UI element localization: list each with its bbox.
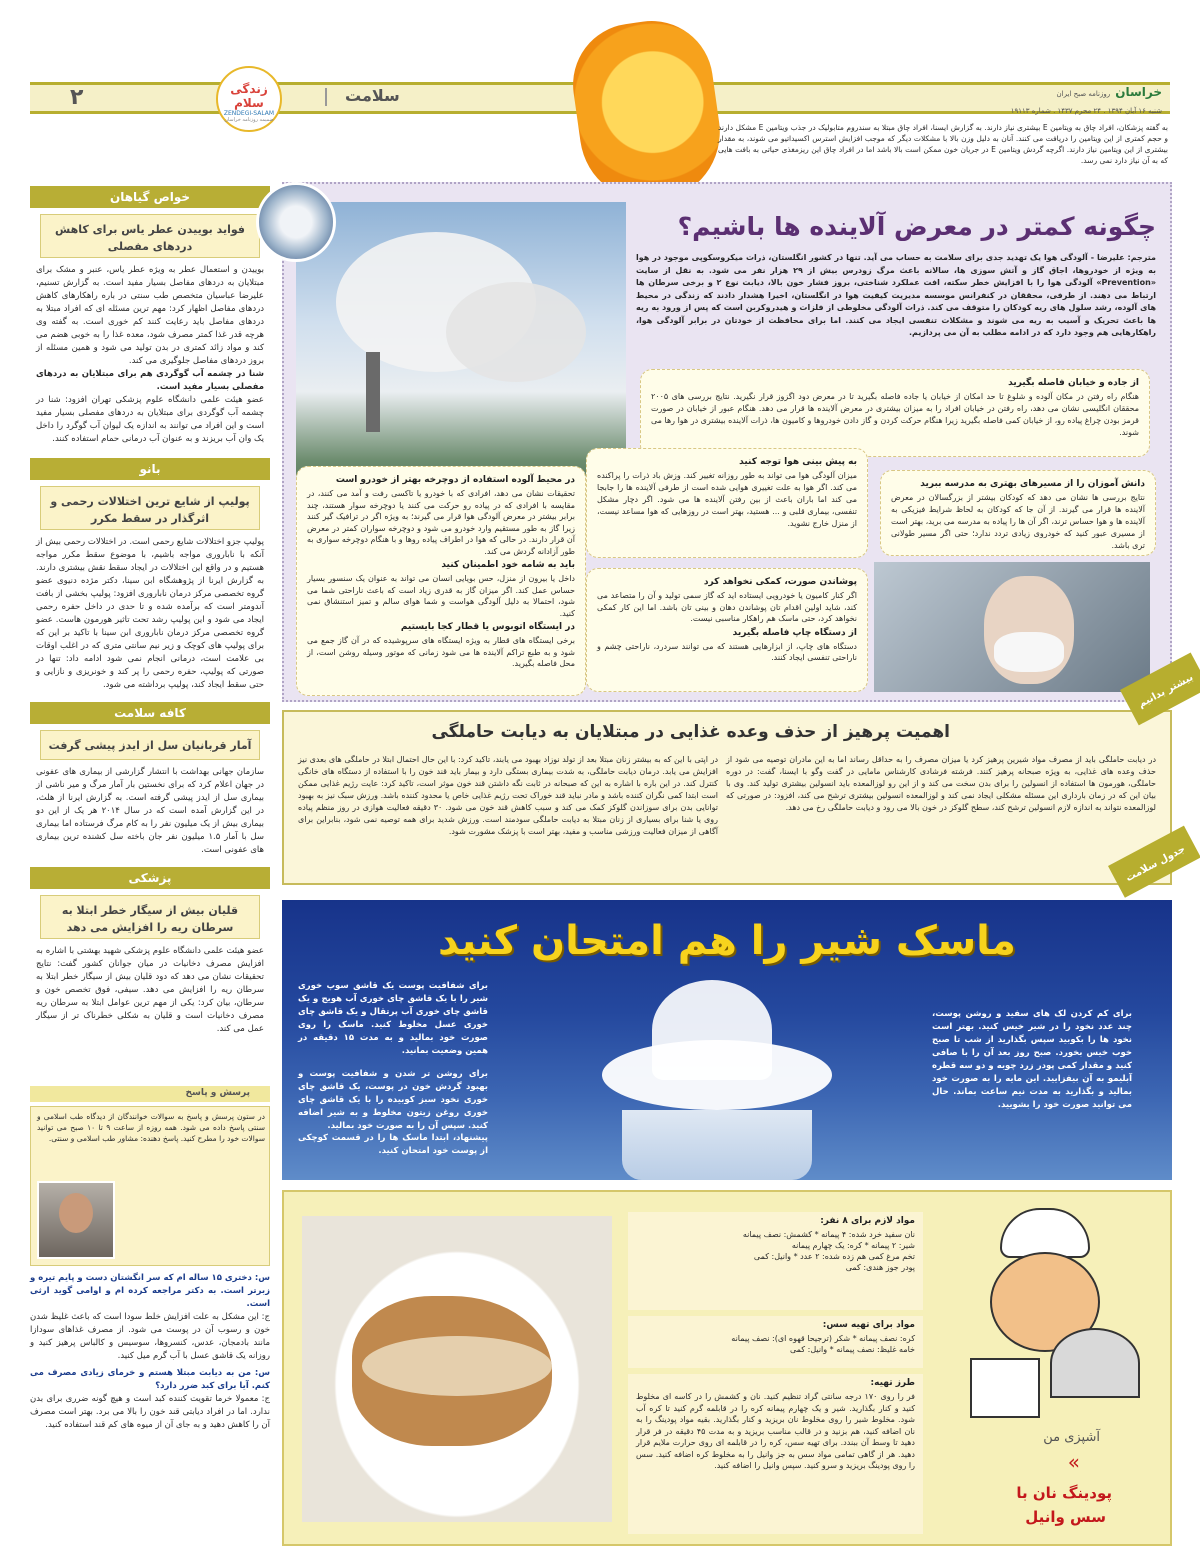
box-station-title: در ایستگاه اتوبوس یا قطار کجا بایستیم [400,622,575,632]
masthead [1011,84,1162,118]
box-printer-body: دستگاه های چاپ، از ابزارهایی هستند که می توانند سردرد، ناراحتی چشم و ناراحتی تنفسی ایجاد کنند. [597,641,857,662]
article-lead: مترجم: علیرضا - آلودگی هوا یک تهدید جدی برای سلامت به حساب می آید. تنها در کشور انگلستان، ذرات میکروسکوپی موجود در هوا به ویژه از خودروها، اجاق گاز و آتش سوزی ها، سالانه باعث مرگ زودرس بیش از ۲۹ هزار نفر می شود. به نقل از سایت «Prevention» آلودگی هوا را با افزایش خطر سکته، افت عملکرد شناختی، بروز فشار خون بالا، دیابت نوع ۲ و برخی سرطان ها ارتباط می دهند. از طرفی، محققان در کنفرانس موسسه مدیریت کیفیت هوا در انگلستان، اخیرا هشدار دادند که زندگی در محیط های آلوده، رشد سلول های ریه کودکان را متوقف می کند. ذرات آلودگی مخلوطی از فلزات و هیدروکربن است که پس از ورود به ریه ها باعث تحریک و آسیب به ریه می شوند و مشکلات تنفسی ایجاد می کنند. اما برای محافظت از خودتان در برابر آلودگی هوا، راهکارهایی هم وجود دارد که در ادامه مطلب به آن می پردازیم. [636,253,1157,337]
box-smell-title: باید به شامه خود اطمینان کنید [441,560,575,570]
box-bike-title: در محیط آلوده استفاده از دوچرخه بهتر از خودرو است [335,475,575,485]
qa-question-1: س: دختری ۱۵ ساله ام که سر انگشتان دست و پایم تیره و زبرتر است. به دکتر مراجعه کرده ام و اوامی گوید ارثی است. [30,1273,270,1309]
masthead-tagline: روزنامه صبح ایران [1056,90,1111,98]
ingredients-box [628,1212,923,1310]
box-roads [640,369,1150,457]
diabetes-tag-text: بیشتر بدانیم [1136,672,1196,711]
milk-left-2: برای روشن تر شدن و شفافیت پوست و بهبود گردش خون در پوست، یک قاشق چای خوری نخود سبز کوبیده را با یک قاشق چای خوری روغن زیتون مخلوط و به شیر اضافه کنید. سپس آن را به صورت خود بمالید. [298,1069,488,1131]
logo-latin: ZENDEGI-SALAM [223,110,275,117]
qa-answer-2: ج: معمولا خرما تقویت کننده کبد است و هیچ گونه ضرری برای بدن ندارد. اما در افراد دیابتی قند خون را بالا می برد. بهتر است مصرف آن را کاهش دهید و به جای آن از میوه های کم قند استفاده کنید. [30,1394,270,1430]
logo-text: زندگی سلام [230,82,268,110]
milk-mask-banner [282,900,1172,1180]
recipe-section [282,1190,1172,1546]
box-smell-body: داخل یا بیرون از منزل، حس بویایی انسان می تواند به عنوان یک سنسور بسیار حساس عمل کند. اگر میزان گاز به قدری زیاد است که باعث ناراحتی شما می شود، احتمالا به دلیل آلودگی هواست و شما هوای سالم و تمیز استنشاق نمی کنید. [307,574,575,618]
sauce-title: مواد برای تهیه سس: [822,1320,915,1330]
box-kids-body: نتایج بررسی ها نشان می دهد که کودکان بیشتر از بزرگسالان در معرض آلاینده ها قرار می گیرند. از آن جا که کودکان به لحاظ شرایط فیزیکی به آلاینده ها و هوا حساس ترند، اگر آن ها را پیاده به مدرسه می برید، بهتر است از مسیری عبور کنید که خودروی زیادی تردد ندارد؛ حتی اگر مسیر طولانی تری باشد. [891,493,1145,550]
sidebar-body-medical: عضو هیئت علمی دانشگاه علوم پزشکی شهید بهشتی با اشاره به افزایش مصرف دخانیات در میان جوانان کشور گفت: نتایج تحقیقات نشان می دهد که دود قلیان بیش از سیگار خطر ابتلا به سرطان ریه را افزایش می دهد. سیفی، فوق تخصص خون و سرطان، بیان کرد: یکی از مهم ترین عوامل ابتلا به سرطان ریه مصرف دخانیات است و قلیان به شکلی خطرناک تر از سیگار عمل می کند. [36,946,264,1034]
diabetes-title: اهمیت پرهیز از حذف وعده غذایی در مبتلایان به دیابت حاملگی [431,722,950,742]
method-box [628,1374,923,1534]
recipe-title-1: پودینگ نان با [1016,1484,1112,1502]
box-roads-title: از جاده و خیابان فاصله بگیرید [1008,378,1139,388]
box-roads-body: هنگام راه رفتن در مکان آلوده و شلوغ تا حد امکان از خیابان یا جاده فاصله بگیرید تا در معرض دود اگزوز قرار نگیرید. نتایج بررسی های ۲۰۰۵ محققان انگلیسی نشان می دهد، راه رفتن در خیابان افراد را به میزان بیشتری در معرض آلاینده ها قرار می دهد. هنگام عبور از خیابان در صورت قرمز بودن چراغ پیاده رو، از خیابان کمی فاصله بگیرید زیرا هنگام حرکت کردن و گاز دادن خودروها و کامیون ها، ذرات آلاینده بیشتری در هوا رها می شوند. [651,392,1139,437]
qa-intro-box [30,1106,270,1266]
method-title: طرز تهیه: [870,1378,915,1388]
milk-left-3: پیشنهاد، ابتدا ماسک ها را در قسمت کوچکی از پوست خود امتحان کنید. [298,1133,488,1156]
cars-image [256,182,336,262]
mask-child-image [874,562,1150,692]
milk-left-1: برای شفافیت پوست یک قاشق سوپ خوری شیر را با یک قاشق چای خوری آب هویج و یک قاشق چای خوری آب پرتقال و یک قاشق چای خوری عسل مخلوط کنید. ماسک را روی صورت خود بمالید و به مدت ۱۵ دقیقه در همین وضعیت بمانید. [298,981,488,1056]
sidebar-body-herbs: بوییدن و استعمال عطر به ویژه عطر یاس، عنبر و مشک برای مبتلایان به دردهای مفاصل بسیار مفید است. به گزارش تسنیم، علیرضا عباسیان متخصص طب سنتی در باره راهکارهای کاهش دردهای مفاصل اظهار کرد: مهم ترین مسئله ای که افراد مبتلا به دردهای مفاصل باید رعایت کنند کم خوری است. به گفته وی هرچه قدر غذا کمتر مصرف شود، معده غذا را به خوبی هضم می کند و مواد زائد کمتری در بدن تولید می شود و همین مسئله از بروز دردهای مفاصل جلوگیری می کند. [36,265,264,366]
intro-snippet: به گفته پزشکان، افراد چاق به ویتامین E بیشتری نیاز دارند. به گزارش ایسنا، افراد چاق مبتلا به سندروم متابولیک در جذب ویتامین E مشکل دارند و حجم کمتری از این ویتامین را دریافت می کنند. آنان به دلیل وزن بالا با مشکلات دیگر که موجب افزایش استرس اکسیداتیو می شوند، به مقدار بیشتری از این ویتامین نیاز دارند. اگرچه گردش ویتامین E در جریان خون ممکن است بالا باشد اما در افراد چاق این ریزمغذی حیاتی به بافت هایی که به آن نیاز دارد نمی رسد. [718,123,1169,165]
chef-illustration [940,1208,1140,1418]
ingredients-title: مواد لازم برای ۸ نفر: [820,1216,915,1226]
milk-splash-image [582,970,852,1180]
masthead-brand: خراسان [1115,85,1162,99]
box-bike [296,466,586,696]
qa-section [30,1086,270,1432]
box-weather-title: به پیش بینی هوا توجه کنید [739,457,857,467]
qa-head: پرسش و پاسخ [30,1086,270,1102]
ingredient-4: پودر جوز هندی: کمی [845,1263,915,1272]
method-text: فر را روی ۱۷۰ درجه سانتی گراد تنظیم کنید. نان و کشمش را در کاسه ای مخلوط کنید و کنار بگذارید. شیر و یک چهارم پیمانه کره را در قابلمه گرم کنید تا کره آب شود. مخلوط شیر را روی مخلوط نان بریزید و کنار بگذارید. بقیه مواد پودینگ را به نان اضافه کنید، هم بزنید و در قالب مناسب بریزید و به مدت ۴۵ دقیقه در فر قرار دهید تا وسط آن ببندد. برای تهیه سس، کره را در قابلمه ای روی حرارت ملایم قرار دهید. هر از گاهی تمامی مواد سس به جز وانیل را به مخلوط کره اضافه کنید. سس را روی پودینگ بریزید و سرو کنید. سپس وانیل را اضافه کنید. [636,1392,916,1470]
sidebar-bold-herbs: شنا در چشمه آب گوگردی هم برای مبتلایان به دردهای مفصلی بسیار مفید است. [36,369,264,392]
qa-answer-1: ج: این مشکل به علت افزایش خلط سودا است که باعث غلیظ شدن خون و رسوب آن در پوست می شود. از مصرف غذاهای سودازا مانند بادمجان، عدس، کنسروها، سوسیس و کالباس پرهیز کنید و روزانه یک قاشق عسل با آب گرم میل کنید. [30,1312,270,1361]
recipe-title-2: سس وانیل [1025,1508,1106,1526]
main-article [282,182,1172,702]
section-title: سلامت [345,86,400,105]
ingredient-2: شیر: ۲ پیمانه * کره: یک چهارم پیمانه [791,1241,915,1250]
sauce-box [628,1316,923,1368]
sidebar-head-cafe: کافه سلامت [30,702,270,724]
box-station-body: برخی ایستگاه های قطار به ویژه ایستگاه های سرپوشیده که در آن گاز جمع می شود و به طبع تراکم آلاینده ها می شود زمانی که موتور وسیله روشن است، از محل فاصله بگیرید. [307,636,575,668]
ingredient-3: تخم مرغ کمی هم زده شده: ۲ عدد * وانیل: کمی [753,1252,915,1261]
article-title: چگونه کمتر در معرض آلاینده ها باشیم؟ [677,212,1156,241]
sidebar-head-medical: پزشکی [30,867,270,889]
milk-mask-title: ماسک شیر را هم امتحان کنید [438,918,1016,964]
sidebar-head-herbs: خواص گیاهان [30,186,270,208]
box-kids [880,470,1156,556]
diabetes-col-2: در اپتی با این که به بیشتر زنان مبتلا بعد از تولد نوزاد بهبود می یابند، تاکید کرد: با این حال احتمال ابتلا در حاملگی های بعدی نیز افزایش می یابد. درمان دیابت حاملگی، به شدت بیماری بستگی دارد و بیمار باید قند خون را با استفاده از دستگاه های خانگی کنترل کند. در این باره با اشاره به این که صبحانه در ثابت نگه داشتن قند خون موثر است، تاکید کرد: عایت رژیم غذایی ممکن است ابتدا کمی نگران کننده باشد و مادر نباید قند خوراک تحت رژیم غذایی خاص یا محدود کننده باشد. ورزش سبک نیز به بهبود توانایی بدن برای سوزاندن گلوکز کمک می کند و سبب کاهش قند خون می شود. ۳۰ دقیقه فعالیت هوازی در روز منظم پیاده روی یا شنا برای بسیاری از زنان مبتلا به دیابت حاملگی سودمند است. ورزش شدید برای همه توصیه نمی شود، بنابراین برای آگاهی از میزان فعالیت ورزشی مناسب و مفید، بهتر است با پزشک مشورت شود. [298,755,718,836]
section-divider [325,88,327,106]
sidebar [30,186,270,1036]
diabetes-article [282,710,1172,885]
sidebar-title-herbs: فواید بوییدن عطر یاس برای کاهش دردهای مفصلی [40,214,260,258]
ingredient-1: نان سفید خرد شده: ۴ پیمانه * کشمش: نصف پیمانه [742,1230,915,1239]
logo-sub: ضمیمه روزنامه خراسان [224,117,274,123]
sauce-1: کره: نصف پیمانه * شکر (ترجیحا قهوه ای): نصف پیمانه [731,1334,915,1343]
box-weather [586,448,868,558]
sauce-2: خامه غلیظ: نصف پیمانه * وانیل: کمی [790,1345,915,1354]
milk-right: برای کم کردن لک های سفید و روشن پوست، چند عدد نخود را در شیر خیس کنید. بهتر است نخود ها را بکوبید سپس بگذارید از شب تا صبح خوب خیس بخورد. صبح روز بعد آن را با صافی کنید و مقدار کمی پودر زرد چوبه و دو سه قطره آبلیمو به آن بیفزایید. این مایه را به صورت خود بمالید و بگذارید به مدت نیم ساعت بماند. حال می توانید صورت خود را بشویید. [932,1009,1132,1110]
date-line: شنبه ۱۶ آبان ۱۳۹۴ . ۲۴ محرم ۱۴۳۷ . شماره ۱۹۱۱۳ [1010,107,1162,115]
sidebar-body-woman: پولیپ جزو اختلالات شایع رحمی است. در اختلالات رحمی بیش از آنکه با ناباروری مواجه باشیم، با موضوع سقط مکرر مواجه هستیم و در واقع این اختلالات در ایجاد سقط نقش بیشتری دارند. به گزارش ایرنا از پژوهشگاه ابن سینا، دکتر مژده دنیوی عضو گروه تخصصی مرکز درمان ناباروری افزود: پولیپ بخشی از بافت آندومتر است که برآمده شده و تا حدی در داخل حفره رحمی ایجاد می شود و این پولیپ رشد تحت تاثیر هورمون هاست. عضو گروه تخصصی مرکز درمان ناباروری ابن سینا با تاکید بر این که برای پولیپ های کوچک و زیر نیم سانتی متری که در اغلب اوقات بی علامت است، درمانی انجام نمی شود ادامه داد: تنها در صورتی که پولیپ، حفره رحمی را پر کند و خونریزی و نازایی و حتی سقط ایجاد کند، پولیپ برداشته می شود. [36,537,264,690]
sidebar-title-medical: قلیان بیش از سیگار خطر ابتلا به سرطان ریه را افزایش می دهد [40,895,260,939]
page-number: ۲ [70,85,84,110]
box-bike-body: تحقیقات نشان می دهد، افرادی که با خودرو یا تاکسی رفت و آمد می کنند، در مقایسه با افرادی که در پیاده رو حرکت می کنند یا دوچرخه سوار هستند، چند برابر بیشتر در معرض آلودگی هوا قرار می گیرند؛ به ویژه اگر در ترافیک گیر کنند زیرا گاز به طور مستقیم وارد خودرو می شود و دوچرخه سواران کمتر در معرض آن قرار دارند. در حالی که هوا در اطراف پیاده روها و با هنگام دوچرخه سواری به طور آزادانه گردش می کند. [307,489,575,556]
sidebar-body2-herbs: عضو هیئت علمی دانشگاه علوم پزشکی تهران افزود: شنا در چشمه آب گوگردی برای مبتلایان به دردهای مفصلی بسیار مفید است و این افراد می توانند به اندازه یک لیوان آب گوگرد را داخل یک وان آب بریزند و به عنوان آب درمانی حمام استفاده کنند. [36,395,264,444]
box-kids-title: دانش آموزان را از مسیرهای بهتری به مدرسه ببرید [920,479,1145,489]
box-weather-body: میزان آلودگی هوا می تواند به طور روزانه تغییر کند. وزش باد ذرات را پراکنده می کند. اگر هوا به علت تغییری هوایی شده است از طرفی آلاینده ها را جابجا می کند اما باران باعث از بین رفتن آلاینده ها می شود. اگر دچار مشکل تنفسی، بیماری قلبی و ... هستید، بهتر است در روزهایی که هوا مساعد نیست، از منزل خارج نشوید. [597,471,857,528]
sidebar-head-woman: بانو [30,458,270,480]
qa-intro: در ستون پرسش و پاسخ به سوالات خوانندگان از دیدگاه طب اسلامی و سنتی پاسخ داده می شود. همه روزه از ساعت ۹ تا ۱۰ صبح می توانید سوالات خود را مطرح کنید. پاسخ دهنده: مشاور طب اسلامی و سنتی. [37,1112,265,1143]
diabetes-col-1: در دیابت حاملگی باید از مصرف مواد شیرین پرهیز کرد یا میزان مصرف را به حداقل رساند اما به این مادران توصیه می شود از حذف وعده های غذایی، به ویژه صبحانه پرهیز کنند. فرشته فرشادی کارشناس مامایی در گفت وگو با ایسنا، گفت: در دوره حاملگی، هورمون ها استفاده از انسولین را برای بدن سخت می کند و از این رو لوزالمعده باید انسولین بیشتری تولید کند. وی با بیان این که در زمان بارداری این مسئله مشکلی ایجاد نمی کند و لوزالمعده انسولین بیشتری ترشح می کند، افزود: در صورتی که لوزالمعده نتواند به اندازه لازم انسولین ترشح کند، سطح گلوکز در خون بالا می رود و دیابت حاملگی رخ می دهد. [726,755,1156,812]
box-mask [586,568,868,692]
milk-tag-text: جدول سلامت [1124,843,1188,885]
expert-photo [37,1181,115,1259]
box-mask-body: اگر کنار کامیون یا خودرویی ایستاده اید که گاز سمی تولید و آن را متصاعد می کند، شاید اولین اقدام تان پوشاندن دهان و بینی تان باشد. اما این کار کمکی نخواهد کرد، حتی ماسک هم راهکار مناسبی نیست. [597,591,857,623]
box-printer-title: از دستگاه چاپ فاصله بگیرید [732,627,857,638]
site-logo [216,66,282,132]
qa-question-2: س: من به دیابت مبتلا هستم و خرمای زیادی مصرف می کنم. آیا برای کبد ضرر دارد؟ [30,1368,270,1391]
sidebar-title-woman: پولیپ از شایع ترین اختلالات رحمی و اثرگذار در سقط مکرر [40,486,260,530]
cook-tag: آشپزی من [1043,1430,1100,1445]
box-mask-title: پوشاندن صورت، کمکی نخواهد کرد [703,577,857,587]
chevron-down-icon: » [1067,1450,1080,1474]
pudding-image [302,1216,612,1522]
sidebar-title-cafe: آمار قربانیان سل از ایدز پیشی گرفت [40,730,260,760]
sidebar-body-cafe: سازمان جهانی بهداشت با انتشار گزارشی از بیماری های عفونی در جهان اعلام کرد که برای نخستین بار آمار مرگ و میر ناشی از بیماری سل از ایدز پیشی گرفته است. به گزارش ایرنا از هلث، در این گزارش آمده است که در سال ۲۰۱۴ هر یک از این دو بیماری بیش از یک میلیون نفر را به کام مرگ فرستاده اما بیماری سل با آمار ۱.۵ میلیون نفر جان باخته سل کشنده ترین بیماری های عفونی است. [36,767,264,855]
